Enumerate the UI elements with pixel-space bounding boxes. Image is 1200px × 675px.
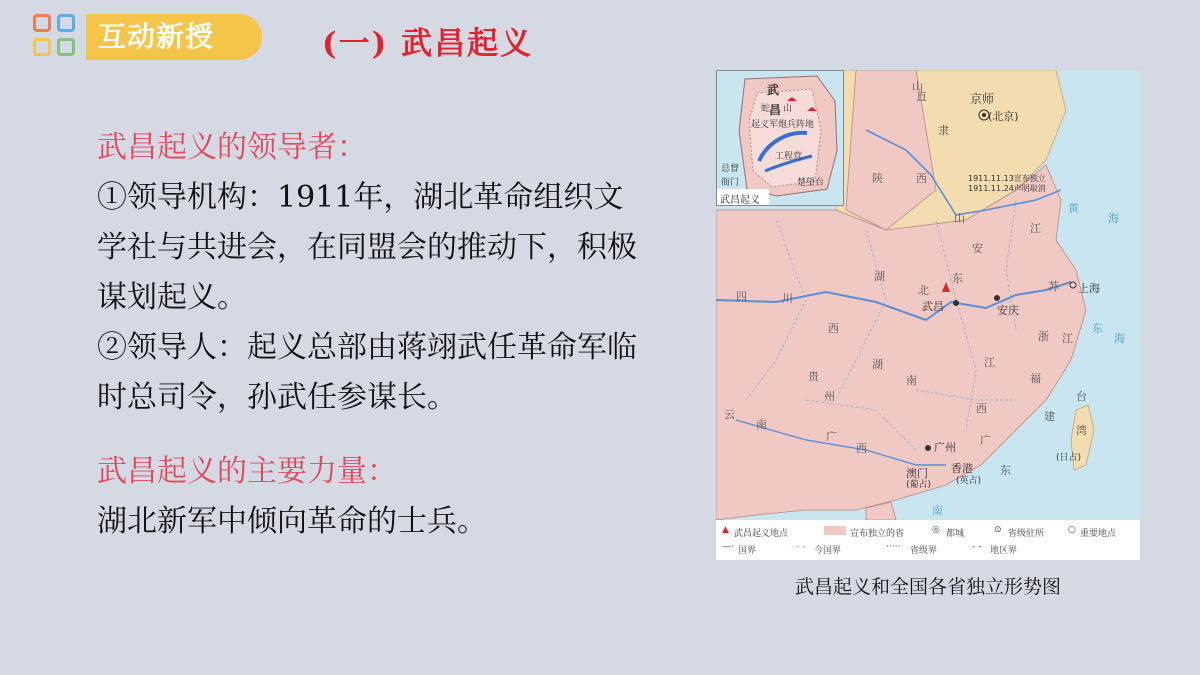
region-char: 山	[912, 80, 923, 93]
inset-label: 武	[767, 83, 780, 97]
region-char: 陕	[872, 172, 883, 185]
region-char: 西	[856, 442, 867, 455]
legend-capital: 都城	[946, 529, 965, 539]
region-char: 隶	[938, 124, 949, 137]
region-char: 湾	[1076, 424, 1087, 437]
leader-heading: 武昌起义的领导者：	[97, 130, 367, 165]
legend-modern-border: 今国界	[814, 546, 842, 556]
wuchang-inset-map	[716, 70, 844, 206]
region-char: 西	[828, 322, 839, 335]
label-xianggang-paren: (英占)	[956, 476, 982, 486]
label-note1: 1911.11.13宣布独立	[968, 174, 1046, 183]
region-char: 北	[918, 284, 929, 297]
region-char: 南	[756, 418, 767, 431]
legend-important-place: 重要地点	[1080, 529, 1117, 539]
region-char: 建	[1044, 410, 1055, 423]
inset-label: 昌	[769, 103, 782, 117]
region-char: 江	[984, 356, 995, 369]
region-char: 东	[1092, 322, 1103, 335]
map-legend	[716, 520, 1140, 560]
label-capital: 京师	[970, 92, 995, 106]
section-tag: 互动新授	[86, 14, 262, 60]
legend-district-border: 地区界	[990, 546, 1018, 556]
label-xianggang: 香港	[951, 462, 973, 475]
label-wuchang: 武昌	[922, 300, 944, 313]
region-char: 黄	[1068, 202, 1079, 215]
force-heading: 武昌起义的主要力量：	[97, 454, 397, 489]
region-char: 东	[1000, 464, 1011, 477]
legend-uprising: 武昌起义地点	[734, 529, 789, 539]
historical-map	[716, 70, 1140, 560]
label-anqing: 安庆	[997, 304, 1019, 317]
inset-label: 蛇	[761, 104, 771, 114]
app-grid-icon	[33, 14, 79, 60]
region-char: 直	[916, 90, 927, 103]
region-char: 四	[736, 290, 747, 303]
map-caption: 武昌起义和全国各省独立形势图	[794, 576, 1061, 598]
region-char: 台	[1076, 390, 1087, 403]
uprising-marker-icon: ▲	[722, 525, 729, 535]
provincial-border-icon: ·····	[886, 542, 901, 552]
inset-label: 山	[783, 104, 793, 114]
leader-org-text: ①领导机构：1911年，湖北革命组织文学社与共进会，在同盟会的推动下，积极谋划起义。	[97, 180, 637, 315]
legend-provincial-border: 省级界	[910, 546, 938, 556]
label-note2: 1911.11.24声明取消	[968, 184, 1046, 193]
capital-symbol-icon: ◎	[932, 525, 940, 535]
provincial-seat-icon: ⊙	[994, 525, 1002, 535]
region-char: 苏	[1048, 280, 1059, 293]
region-char: 安	[972, 242, 983, 255]
region-char: 浙	[1038, 330, 1049, 343]
region-char: 州	[824, 390, 835, 403]
region-char: 南	[932, 504, 943, 517]
leader-block	[97, 123, 637, 423]
region-char: 广	[980, 434, 991, 447]
region-char: 福	[1030, 372, 1041, 385]
important-place-icon: ○	[1068, 525, 1076, 535]
border-line-icon: —·	[722, 542, 734, 552]
label-aomen: 澳门	[906, 467, 928, 480]
region-char: 川	[782, 292, 793, 305]
inset-label: 总督	[721, 164, 740, 174]
legend-independent: 宣布独立的省	[850, 529, 905, 539]
legend-swatch-independent	[824, 526, 846, 535]
leader-person-text: ②领导人：起义总部由蒋翊武任革命军临时总司令，孙武任参谋长。	[97, 330, 637, 415]
region-char: 西	[916, 172, 927, 185]
region-char: 西	[976, 402, 987, 415]
label-capital-paren: (北京)	[988, 110, 1019, 123]
region-char: 东	[952, 272, 963, 285]
section-title: (一) 武昌起义	[322, 26, 534, 62]
region-char: 南	[906, 374, 917, 387]
region-char: 广	[826, 430, 837, 443]
modern-border-icon: - -	[796, 542, 806, 552]
region-char: 山	[954, 212, 965, 225]
region-char: 贵	[808, 370, 819, 383]
inset-label: 衙门	[721, 178, 740, 188]
region-char: 海	[1108, 212, 1119, 225]
region-char: 江	[1062, 332, 1073, 345]
legend-provincial-seat: 省级驻所	[1008, 529, 1045, 539]
inset-label: 起义军炮兵阵地	[751, 120, 815, 130]
region-char: 湖	[874, 270, 885, 283]
label-taiwan-paren: (日占)	[1056, 453, 1082, 463]
inset-title: 武昌起义	[720, 195, 760, 206]
label-guangzhou: 广州	[934, 441, 956, 454]
region-char: 江	[1030, 222, 1041, 235]
inset-label: 工程营	[775, 152, 803, 162]
force-block	[97, 447, 637, 547]
region-char: 海	[1114, 332, 1125, 345]
label-shanghai: 上海	[1078, 282, 1100, 295]
force-text: 湖北新军中倾向革命的士兵。	[97, 504, 487, 539]
inset-label: 楚望台	[797, 178, 825, 188]
legend-border: 国界	[738, 546, 757, 556]
region-char: 湖	[872, 358, 883, 371]
region-char: 云	[724, 408, 735, 421]
label-aomen-paren: (葡占)	[906, 480, 932, 490]
district-border-icon: - -	[972, 542, 982, 552]
